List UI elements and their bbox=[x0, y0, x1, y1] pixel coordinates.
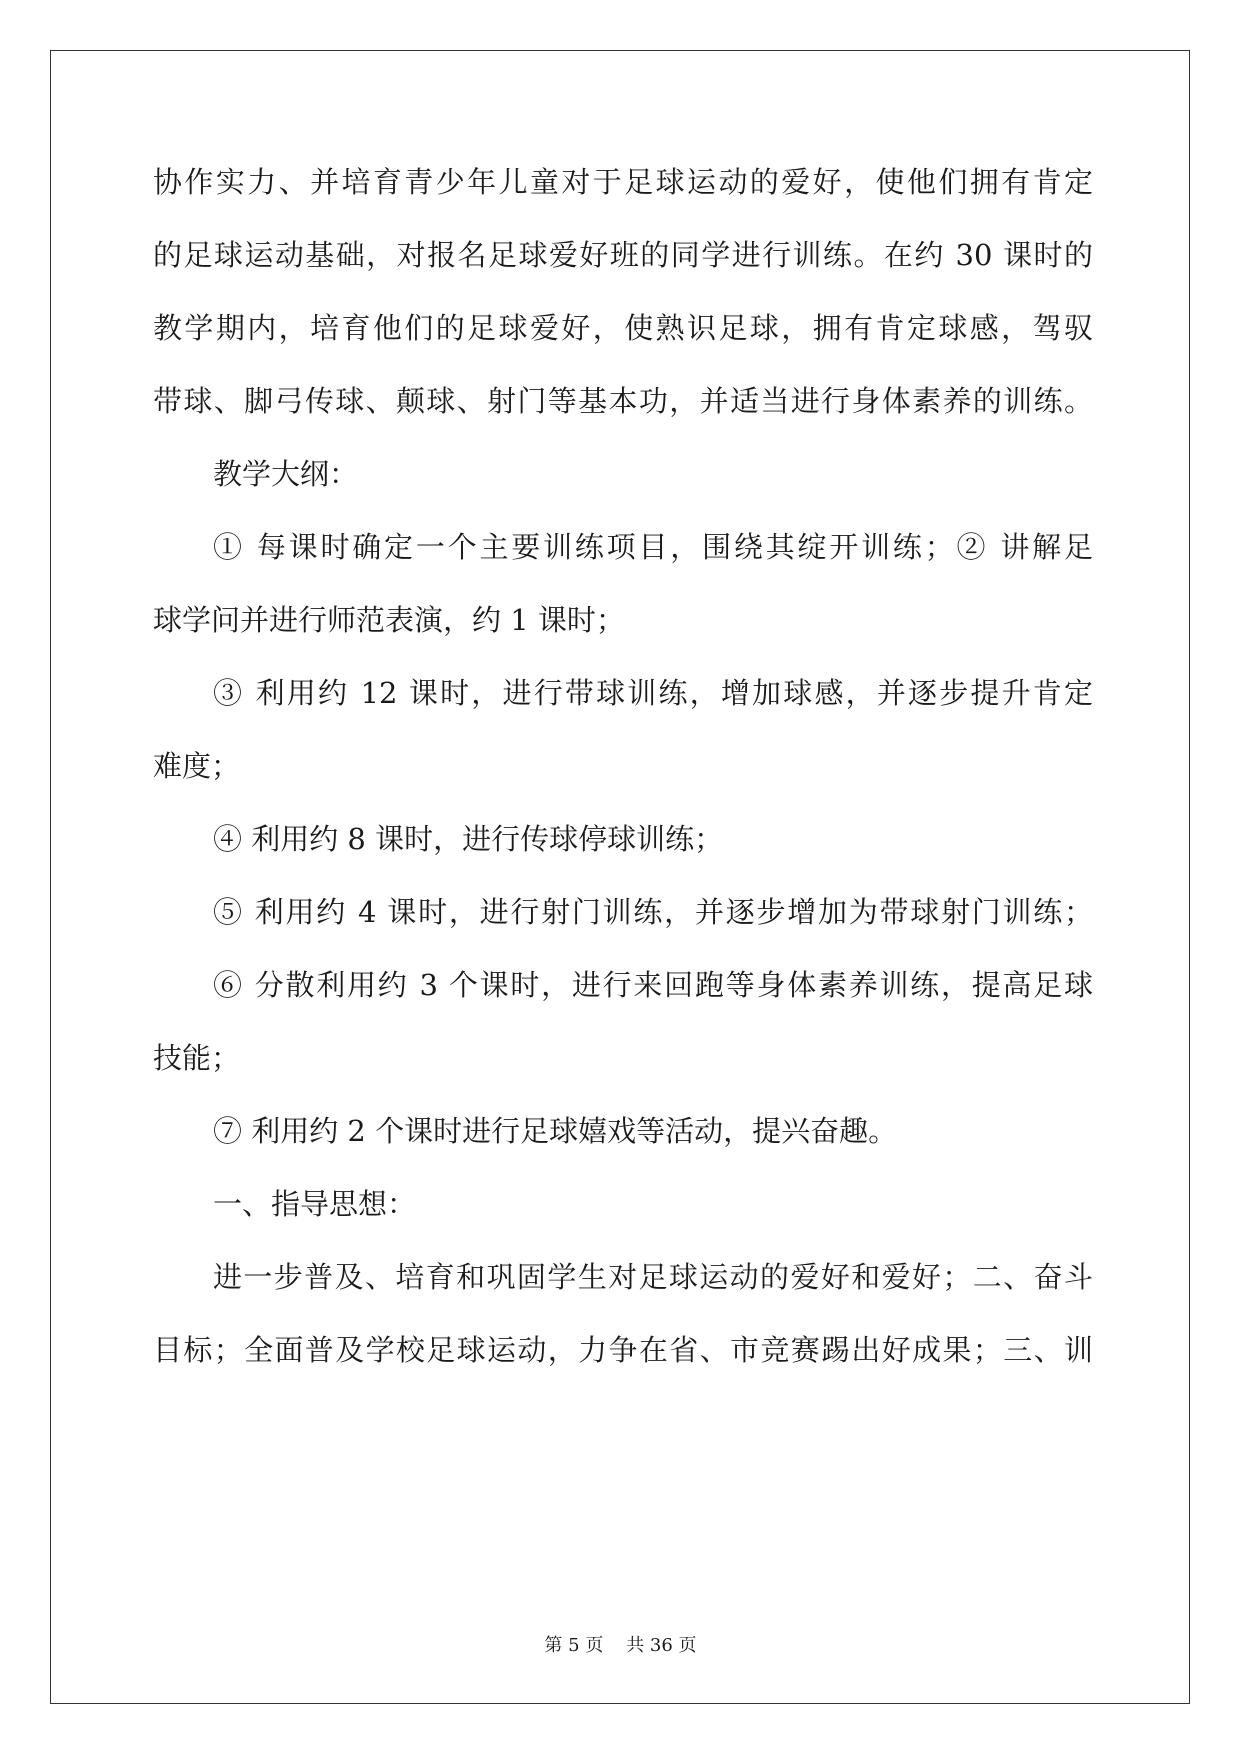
page-number-footer: 第 5 页 共 36 页 bbox=[544, 1635, 697, 1656]
paragraph-line: ③ 利用约 12 课时，进行带球训练，增加球感，并逐步提升肯定 bbox=[213, 676, 1093, 710]
paragraph-line: ④ 利用约 8 课时，进行传球停球训练； bbox=[213, 822, 724, 856]
section-heading: 一、指导思想： bbox=[213, 1187, 417, 1221]
paragraph-line: ① 每课时确定一个主要训练项目，围绕其绽开训练；② 讲解足 bbox=[213, 530, 1093, 564]
section-heading: 教学大纲： bbox=[213, 457, 359, 491]
page-frame bbox=[50, 50, 1190, 1704]
paragraph-line: 教学期内，培育他们的足球爱好，使熟识足球，拥有肯定球感，驾驭 bbox=[153, 311, 1093, 345]
paragraph-line: 带球、脚弓传球、颠球、射门等基本功，并适当进行身体素养的训练。 bbox=[153, 384, 1093, 418]
paragraph-line: ⑤ 利用约 4 课时，进行射门训练，并逐步增加为带球射门训练； bbox=[213, 895, 1093, 929]
paragraph-line: 目标；全面普及学校足球运动，力争在省、市竞赛踢出好成果；三、训 bbox=[153, 1333, 1093, 1367]
paragraph-line: 球学问并进行师范表演，约 1 课时； bbox=[153, 603, 625, 637]
paragraph-line: 进一步普及、培育和巩固学生对足球运动的爱好和爱好；二、奋斗 bbox=[213, 1260, 1093, 1294]
paragraph-line: ⑥ 分散利用约 3 个课时，进行来回跑等身体素养训练，提高足球 bbox=[213, 968, 1093, 1002]
paragraph-line: 的足球运动基础，对报名足球爱好班的同学进行训练。在约 30 课时的 bbox=[153, 238, 1093, 272]
paragraph-line: ⑦ 利用约 2 个课时进行足球嬉戏等活动，提兴奋趣。 bbox=[213, 1114, 898, 1148]
paragraph-line: 协作实力、并培育青少年儿童对于足球运动的爱好，使他们拥有肯定 bbox=[153, 165, 1093, 199]
paragraph-line: 难度； bbox=[153, 749, 241, 783]
paragraph-line: 技能； bbox=[153, 1041, 241, 1075]
